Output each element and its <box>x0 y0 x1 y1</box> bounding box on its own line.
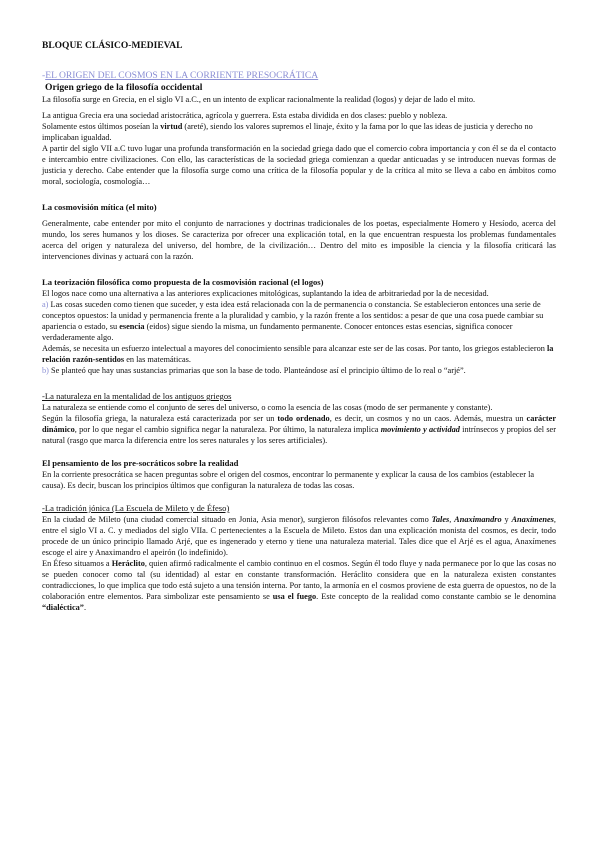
text-run: , entre el siglo VI a. C. y mediados del siglo VIIa. C pertenecientes a la Escuela de Mileto. Estos dan una explicación monista del cosmos, es decir, todo procede de un único principio llamado Arjé, que es ingenerado y eterno y tiene una naturaleza material. Tales dice que el Arjé es el agua, Anaxímenes escoge el aire y Anaximandro el apeirón (lo indefinido). <box>42 515 556 557</box>
section-heading-ionic-tradition: -La tradición jónica (La Escuela de Mileto y de Éfeso) <box>42 503 230 513</box>
paragraph: La filosofía surge en Grecia, en el siglo VI a.C., en un intento de explicar racionalmente la realidad (logos) y dejar de lado el mito. <box>42 95 476 104</box>
section-heading-origin-cosmos <box>42 70 556 82</box>
text-run: Según la filosofía griega, la naturaleza está caracterizada por ser un <box>42 414 278 423</box>
text-run: . Este concepto de la realidad como constante cambio se le denomina <box>316 592 556 601</box>
text-run: Solamente estos últimos poseían la <box>42 122 161 131</box>
heading-prefix: - <box>42 70 46 81</box>
paragraph: En la corriente presocrática se hacen preguntas sobre el origen del cosmos, encontrar lo permanente y explicar la causa de los cambios (establecer la causa). Es decir, buscan los principios últimos que configuran la naturaleza de todas las cosas. <box>42 470 535 490</box>
philosopher-name: Anaxímenes <box>511 515 554 524</box>
paragraph <box>42 514 556 558</box>
paragraph: El logos nace como una alternativa a las anteriores explicaciones mitológicas, suplantando la idea de arbitrariedad por la de necesidad. <box>42 289 489 298</box>
philosopher-name: Tales <box>431 515 450 524</box>
philosopher-name: Heráclito <box>111 559 145 568</box>
text-run: (eidos) sigue siendo la misma, un fundamento permanente. Conocer entonces estas esencias, significa conocer verdaderamente algo. <box>42 322 513 342</box>
document-title: BLOQUE CLÁSICO-MEDIEVAL <box>42 41 183 51</box>
bold-term: la relación razón-sentidos <box>42 344 554 364</box>
section-heading-nature: -La naturaleza en la mentalidad de los antiguos griegos <box>42 391 232 401</box>
bold-term: “dialéctica” <box>42 603 84 612</box>
list-label: b) <box>42 366 49 375</box>
philosopher-name: Anaximandro <box>454 515 502 524</box>
text-run: , por lo que negar el cambio significa negar la naturaleza. Por último, la naturaleza implica <box>74 425 381 434</box>
paragraph: A partir del siglo VII a.C tuvo lugar una profunda transformación en la sociedad griega dado que el comercio cobra importancia y con él se da el contacto e intercambio entre civilizaciones. Con ello, las características de la sociedad griega comienzan a quedar anticuadas y se introducen nuevas formas de justicia y derecho. Cabe entender que la filosofía surge como una crítica de la filosofía popular y de la crítica al mito se lleva a cabo en ámbitos como moral, sociología, cosmología… <box>42 144 556 186</box>
paragraph: La antigua Grecia era una sociedad aristocrática, agrícola y guerrera. Esta estaba dividida en dos clases: pueblo y nobleza. <box>42 111 448 120</box>
list-item-b <box>42 365 556 376</box>
text-run: , <box>449 515 455 524</box>
text-run: Se planteó que hay unas sustancias primarias que son la base de todo. Planteándose así el principio último de lo real o “arjé”. <box>48 366 466 375</box>
paragraph <box>42 558 556 613</box>
text-run: En Éfeso situamos a <box>42 559 112 568</box>
text-run: En la ciudad de Mileto (una ciudad comercial situado en Jonia, Asia menor), surgieron filósofos relevantes como <box>42 515 432 524</box>
paragraph <box>42 413 556 446</box>
bold-term: virtud <box>160 122 183 131</box>
text-run: , quien afirmó radicalmente el cambio continuo en el cosmos. Según él todo fluye y nada permanece por lo que las cosas no se pueden conocer como tal (su identidad) al estar en constante transformación. Heráclito considera que en la naturaleza existen constantes contradicciones, lo que implica que todo está sujeto a una tensión interna. Por tanto, la armonía en el cosmos proviene de esta guerra de opuestos, no de la colaboración entre elementos. Para simbolizar este pensamiento se <box>42 559 556 601</box>
subheading-origin-philosophy: Origen griego de la filosofía occidental <box>45 82 203 93</box>
text-run: Además, se necesita un esfuerzo intelectual a mayores del conocimiento sensible para alcanzar este ser de las cosas. Por tanto, los griegos establecieron <box>42 344 547 353</box>
bold-term: todo ordenado <box>277 414 330 423</box>
text-run: intrínsecos y propios del ser natural (rasgo que marca la diferencia entre los seres naturales y los seres artificiales). <box>42 425 556 445</box>
section-heading-presocratics: El pensamiento de los pre-socráticos sobre la realidad <box>42 458 239 468</box>
section-heading-myth: La cosmovisión mítica (el mito) <box>42 202 157 212</box>
list-label: a) <box>42 300 49 309</box>
paragraph: La naturaleza se entiende como el conjunto de seres del universo, o como la esencia de las cosas (modo de ser permanente y constante). <box>42 403 493 412</box>
text-run: , es decir, un cosmos y no un caos. Además, muestra un <box>329 414 527 423</box>
text-run: (areté), siendo los valores supremos el linaje, éxito y la fama por lo que las ideas de justicia y derecho no implicaban igualdad. <box>42 122 533 142</box>
paragraph <box>42 343 556 365</box>
heading-text: EL ORIGEN DEL COSMOS EN LA CORRIENTE PRESOCRÁTICA <box>45 70 319 81</box>
text-run: en las matemáticas. <box>124 355 191 364</box>
text-run: Las cosas suceden como tienen que suceder, y esta idea está relacionada con la de permanencia o constancia. Se establecieron entonces una serie de conceptos opuestos: la unidad y permanencia frente a la pluralidad y cambio, y la razón frente a los sentidos: a pesar de que una cosa puede cambiar su apariencia o estado, su <box>42 300 544 331</box>
bold-term: carácter dinámico <box>42 414 557 434</box>
paragraph <box>42 121 556 143</box>
paragraph: Generalmente, cabe entender por mito el conjunto de narraciones y doctrinas tradicionales de los poetas, especialmente Homero y Hesíodo, acerca del mundo, los seres humanos y los dioses. Se caracteriza por ofrecer una explicación total, en la que encuentran respuesta los problemas fundamentales acerca del origen y naturaleza del universo, del hombre, de la civilización… Dentro del mito es imposible la ciencia y la filosofía criticará las intervenciones divinas y actuará con la razón. <box>42 219 556 261</box>
text-run: y <box>501 515 512 524</box>
bold-term: usa el fuego <box>272 592 317 601</box>
bold-italic-term: movimiento y actividad <box>380 425 460 434</box>
text-run: . <box>83 603 87 612</box>
list-item-a <box>42 299 556 343</box>
section-heading-logos: La teorización filosófica como propuesta de la cosmovisión racional (el logos) <box>42 277 324 287</box>
bold-term: esencia <box>119 322 145 331</box>
